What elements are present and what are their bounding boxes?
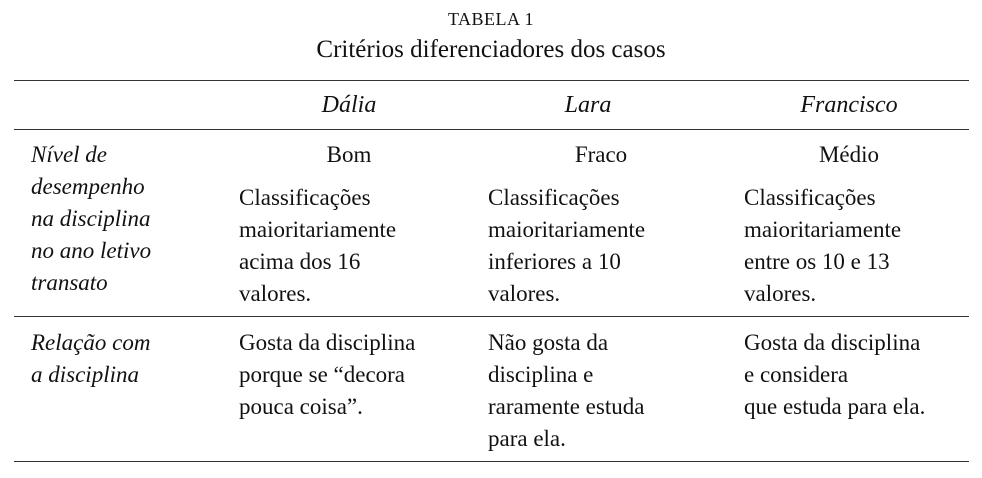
table-label: TABELA 1 [447,9,535,29]
top-rule [14,80,969,81]
relation-lara: Não gosta da disciplina e raramente estuda para ela. [488,330,645,451]
detail-dalia: Classificações maioritariamente acima dos 16 valores. [239,185,397,306]
column-header-lara: Lara [564,92,612,118]
relation-dalia: Gosta da disciplina porque se “decora pouca coisa”. [239,330,416,419]
row-divider [14,316,969,317]
bottom-rule [14,461,969,462]
level-dalia: Bom [326,142,372,167]
relation-francisco: Gosta da disciplina e considera que estuda para ela. [744,330,926,419]
table-caption: Critérios diferenciadores dos casos [316,36,666,63]
row-label-relacao-disciplina: Relação com a disciplina [31,330,151,387]
detail-lara: Classificações maioritariamente inferiores a 10 valores. [488,185,646,306]
row-label-nivel-desempenho: Nível de desempenho na disciplina no ano letivo transato [31,142,152,295]
column-header-francisco: Francisco [800,92,898,118]
header-rule [14,129,969,130]
level-francisco: Médio [818,142,880,167]
detail-francisco: Classificações maioritariamente entre os 10 e 13 valores. [744,185,902,306]
level-lara: Fraco [574,142,628,167]
column-header-dalia: Dália [321,92,377,118]
